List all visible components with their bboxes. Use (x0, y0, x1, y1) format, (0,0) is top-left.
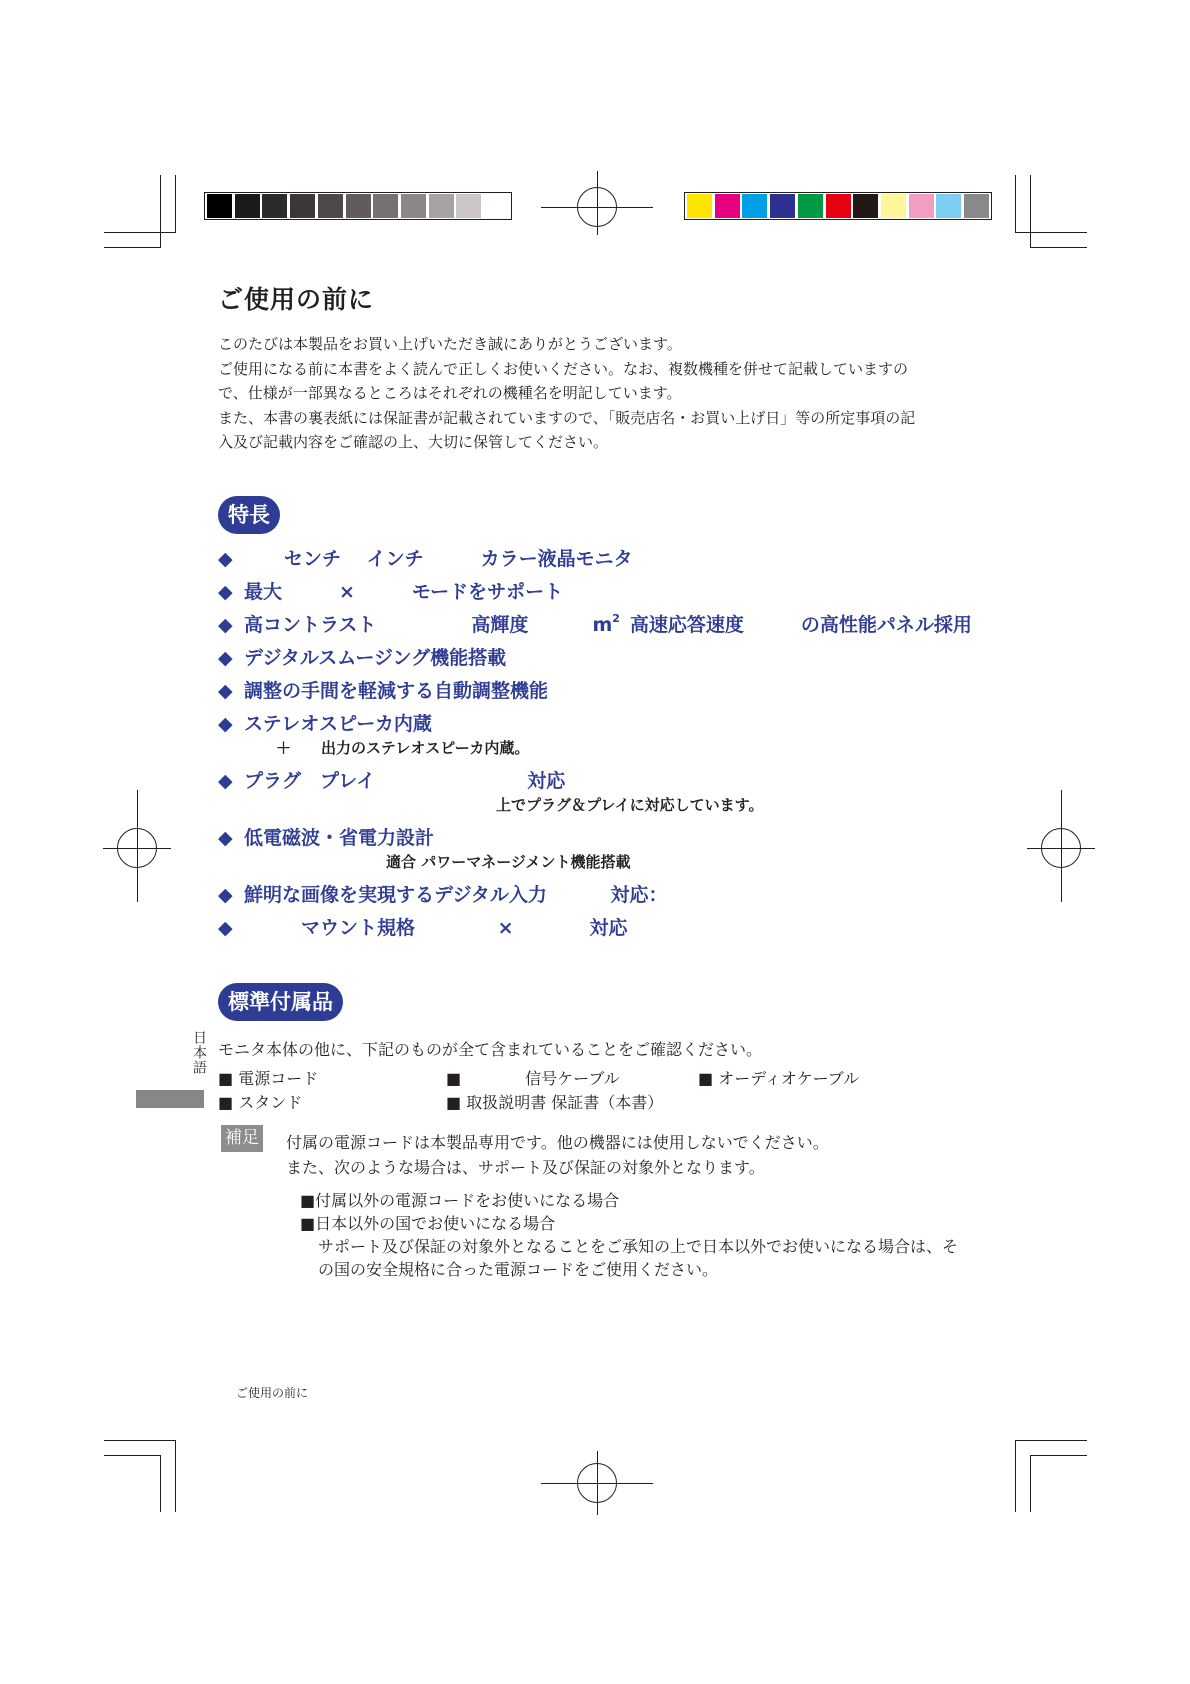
color-swatch (909, 194, 934, 218)
color-swatch (318, 194, 343, 218)
color-swatch (770, 194, 795, 218)
sidebar-language-label: 日本語 (191, 1030, 207, 1075)
case-detail: サポート及び保証の対象外となることをご承知の上で日本以外でお使いになる場合は、そ (318, 1237, 959, 1256)
color-swatch (346, 194, 371, 218)
intro-paragraph (218, 332, 978, 455)
case-item: ■日本以外の国でお使いになる場合 (300, 1214, 556, 1233)
color-swatch (742, 194, 767, 218)
color-swatch (207, 194, 232, 218)
color-swatch (853, 194, 878, 218)
color-swatch (456, 194, 481, 218)
bullet-diamond-icon: ◆ (218, 884, 233, 906)
case-item: ■付属以外の電源コードをお使いになる場合 (300, 1191, 620, 1210)
intro-line: ご使用になる前に本書をよく読んで正しくお使いください。なお、複数機種を併せて記載していますの (218, 359, 909, 378)
color-swatch (936, 194, 961, 218)
bullet-diamond-icon: ◆ (218, 647, 233, 669)
feature-item: ◆ 低電磁波・省電力設計 (218, 827, 435, 849)
accessory-item: ■ スタンド (218, 1093, 303, 1112)
sidebar-tab-bar (136, 1090, 204, 1108)
color-swatch (290, 194, 315, 218)
accessories-heading: 標準付属品 (218, 983, 343, 1021)
bullet-diamond-icon: ◆ (218, 770, 233, 792)
feature-item: ◆ 調整の手間を軽減する自動調整機能 (218, 680, 549, 702)
feature-item: ◆ 最大 × モードをサポート (218, 581, 564, 603)
bullet-diamond-icon: ◆ (218, 917, 233, 939)
feature-item: ◆ マウント規格 × 対応 (218, 917, 628, 939)
page-title: ご使用の前に (218, 285, 375, 314)
color-swatch (373, 194, 398, 218)
color-swatch (262, 194, 287, 218)
supplement-tag: 補足 (221, 1125, 263, 1152)
color-swatch (715, 194, 740, 218)
feature-item: ◆ センチ インチ カラー液晶モニタ (218, 548, 633, 570)
feature-item: ◆ ステレオスピーカ内蔵 (218, 713, 432, 735)
feature-item: ◆ デジタルスムージング機能搭載 (218, 647, 507, 669)
bullet-diamond-icon: ◆ (218, 713, 233, 735)
feature-item: ◆ 高コントラスト 高輝度 $m^2$ 高速応答速度 の高性能パネル採用 (218, 612, 972, 636)
feature-note-plugplay: 上でプラグ＆プレイに対応しています。 (496, 796, 764, 814)
feature-note-speaker: ＋ 出力のステレオスピーカ内蔵。 (276, 739, 530, 757)
intro-line: 入及び記載内容をご確認の上、大切に保管してください。 (218, 433, 609, 451)
features-heading: 特長 (218, 496, 280, 534)
color-swatch (798, 194, 823, 218)
accessory-item: ■ 電源コード (218, 1069, 319, 1088)
bullet-diamond-icon: ◆ (218, 581, 233, 603)
color-swatch (429, 194, 454, 218)
accessory-item: ■ 取扱説明書 保証書（本書） (446, 1093, 664, 1112)
page-footer: ご使用の前に (236, 1386, 309, 1400)
accessory-item: ■ オーディオケーブル (698, 1069, 860, 1088)
accessories-intro: モニタ本体の他に、下記のものが全て含まれていることをご確認ください。 (218, 1040, 763, 1059)
bullet-diamond-icon: ◆ (218, 614, 233, 636)
bullet-diamond-icon: ◆ (218, 827, 233, 849)
color-swatch (235, 194, 260, 218)
color-swatch (826, 194, 851, 218)
accessory-item: ■ 信号ケーブル (446, 1069, 620, 1088)
color-swatch (881, 194, 906, 218)
intro-line: このたびは本製品をお買い上げいただき誠にありがとうございます。 (218, 335, 682, 353)
intro-line: で、仕様が一部異なるところはそれぞれの機種名を明記しています。 (218, 384, 682, 402)
bullet-diamond-icon: ◆ (218, 680, 233, 702)
feature-item: ◆ 鮮明な画像を実現するデジタル入力 対応： (218, 884, 668, 906)
supplement-line: また、次のような場合は、サポート及び保証の対象外となります。 (286, 1158, 765, 1177)
area-unit: $m^2$ (592, 612, 620, 636)
color-swatch (401, 194, 426, 218)
feature-note-power: 適合 パワーマネージメント機能搭載 (386, 853, 631, 871)
case-detail: の国の安全規格に合った電源コードをご使用ください。 (318, 1260, 719, 1279)
supplement-line: 付属の電源コードは本製品専用です。他の機器には使用しないでください。 (286, 1133, 829, 1152)
bullet-diamond-icon: ◆ (218, 548, 233, 570)
color-swatch (964, 194, 989, 218)
color-swatch (687, 194, 712, 218)
feature-item: ◆ プラグ プレイ 対応 (218, 770, 566, 792)
color-swatch (484, 194, 509, 218)
intro-line: また、本書の裏表紙には保証書が記載されていますので、「販売店名・お買い上げ日」等の所定事項の記 (218, 408, 916, 427)
